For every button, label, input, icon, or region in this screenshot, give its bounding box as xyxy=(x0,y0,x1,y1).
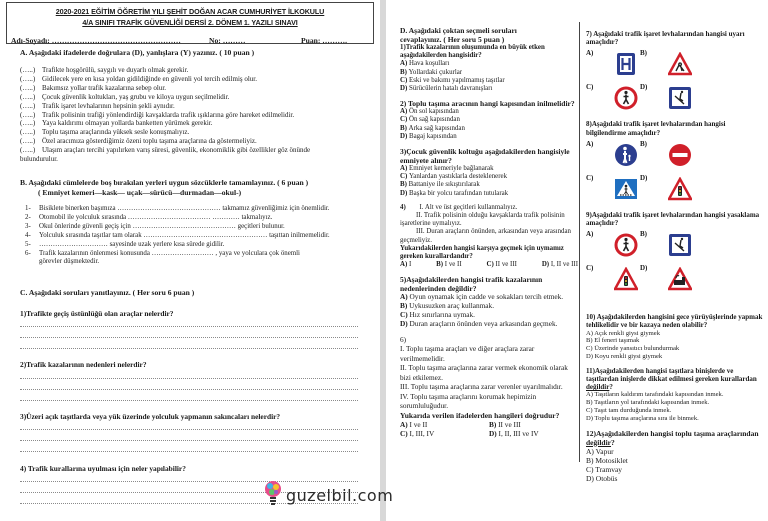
open-question-2: 2)Trafik kazalarının nedenleri nelerdir? xyxy=(20,360,147,369)
option-text: Açık renkli giysi giymek xyxy=(594,329,660,337)
option-letter: B) xyxy=(586,455,596,465)
option-letter: C) xyxy=(400,76,409,84)
fill-in-item xyxy=(25,214,365,223)
sign-option-label[interactable]: A) xyxy=(586,139,594,148)
open-question-3: 3)Üzeri açık taşıtlarda veya yük üzerinde yolculuk yapmanın sakıncaları nelerdir? xyxy=(20,412,281,421)
option-letter: A) xyxy=(400,292,410,302)
hospital-sign-icon[interactable] xyxy=(614,52,638,76)
pedestrian-path-sign-icon[interactable] xyxy=(614,143,638,167)
option-letter: A) xyxy=(586,391,595,399)
answer-option[interactable] xyxy=(400,116,578,124)
open-question-4: 4) Trafik kurallarına uyulması için neler yapılabilir? xyxy=(20,464,186,473)
option-text: II ve III xyxy=(495,261,517,269)
answer-option[interactable] xyxy=(586,345,764,353)
section-d-title-1: D. Aşağıdaki çoktan seçmeli soruları xyxy=(400,26,517,35)
item-number: 4- xyxy=(25,231,31,239)
sign-questions-column xyxy=(586,30,764,483)
school-title: 2020-2021 EĞİTİM ÖĞRETİM YILI ŞEHİT DOĞAN ACAR CUMHURİYET İLKOKULU xyxy=(55,7,325,16)
item-text: Bisiklete binerken başımıza ……………………………………… takmamız güvenliğimiz için önemlidir. xyxy=(39,205,330,212)
name-field[interactable]: Adı-Soyadı: …………………………………………… xyxy=(11,36,181,45)
traffic-light-warning-sign-icon[interactable] xyxy=(614,267,638,291)
q6-statement: I. Toplu taşıma araçları ve diğer araçlara zarar verilmemelidir. xyxy=(400,344,535,363)
answer-option[interactable] xyxy=(400,190,578,198)
answer-option[interactable] xyxy=(586,391,764,399)
q4-statement-3: III. Duran araçların önünden, arkasından veya arasından geçmeliyiz. xyxy=(400,228,571,244)
option-text: Taşıt tam durduğunda inmek. xyxy=(594,407,672,415)
option-text: Motosiklet xyxy=(595,455,628,465)
option-letter: A) xyxy=(400,108,409,116)
mc-question-11-options xyxy=(586,391,764,422)
option-text: El feneri taşımak xyxy=(594,337,640,345)
answer-option[interactable] xyxy=(586,399,764,407)
true-false-item xyxy=(20,137,365,146)
item-number: 3- xyxy=(25,222,31,230)
q11-end: ? xyxy=(609,383,613,392)
pedestrian-crossing-sign-icon[interactable] xyxy=(614,177,638,201)
option-text: II ve III xyxy=(498,419,521,429)
option-text: Başka bir yolcu tarafından tutularak xyxy=(409,189,509,197)
fill-in-item xyxy=(25,223,365,232)
section-c-title: C. Aşağıdaki soruları yanıtlayınız. ( Her soru 6 puan ) xyxy=(20,288,195,297)
answer-option[interactable] xyxy=(400,429,489,439)
answer-option[interactable] xyxy=(400,165,578,173)
statement-continuation: bulundurulur. xyxy=(20,155,58,164)
mc-question-2: 2) Toplu taşıma aracının hangi kapısından inilmelidir? xyxy=(400,99,575,109)
sign-option-label[interactable]: B) xyxy=(640,49,647,58)
ski-area-sign-icon[interactable] xyxy=(668,86,692,110)
no-entry-sign-icon[interactable] xyxy=(668,143,692,167)
fill-in-item xyxy=(25,250,365,259)
option-letter: C) xyxy=(400,429,410,439)
statement-text: Çocuk güvenlik koltukları, yaş grubu ve kiloya uygun seçilmelidir. xyxy=(42,92,230,101)
option-text: Ön sağ kapısından xyxy=(409,116,460,124)
option-text: I ve II xyxy=(444,261,462,269)
answer-lines-1[interactable] xyxy=(20,316,358,349)
exam-page-left xyxy=(0,0,380,521)
answer-lines-3[interactable] xyxy=(20,419,358,452)
mc-question-1-options xyxy=(400,60,578,93)
q6-statement: IV. Toplu taşıma araçlarını korumak hepimizin sorumluluğudur. xyxy=(400,391,537,411)
ski-area-sign-icon[interactable] xyxy=(668,233,692,257)
mc-question-10: 10) Aşağıdakilerden hangisini gece yürüyüşlerinde yapmak tehlikelidir ve bir kazaya neden olabilir? xyxy=(586,313,763,330)
traffic-light-warning-sign-icon[interactable] xyxy=(668,177,692,201)
option-letter: D) xyxy=(400,318,410,328)
answer-option[interactable] xyxy=(436,261,461,269)
option-letter: C) xyxy=(586,345,595,353)
mc-question-2-options xyxy=(400,108,578,141)
answer-option[interactable] xyxy=(487,261,517,269)
mc-question-11 xyxy=(586,367,764,392)
answer-blank[interactable]: (…..) xyxy=(20,146,36,155)
mc-question-6 xyxy=(400,335,578,439)
answer-option[interactable] xyxy=(586,415,764,423)
option-text: Taşıtların yol tarafındaki kapısından inmek. xyxy=(594,399,710,407)
option-text: Taşıtların kaldırım tarafındaki kapısından inmek. xyxy=(594,391,724,399)
mc-question-10-options xyxy=(586,330,764,361)
no-pedestrians-sign-icon[interactable] xyxy=(614,233,638,257)
mc-question-1: 1)Trafik kazalarının oluşumunda en büyük etken aşağıdakilerden hangisidir? xyxy=(400,44,545,60)
answer-option[interactable] xyxy=(586,337,764,345)
open-question-1: 1)Trafikte geçiş üstünlüğü olan araçlar nelerdir? xyxy=(20,309,174,318)
sign-option-label[interactable]: D) xyxy=(640,264,648,273)
option-text: I, III, IV xyxy=(409,429,435,439)
q4-number: 4) xyxy=(400,203,406,211)
option-letter: D) xyxy=(586,353,595,361)
option-letter: D) xyxy=(586,473,596,483)
true-false-item xyxy=(20,146,365,155)
true-false-item xyxy=(20,66,365,75)
answer-blank[interactable]: (…..) xyxy=(20,110,36,119)
sign-option-label[interactable]: C) xyxy=(586,264,594,273)
sign-option-label[interactable]: B) xyxy=(640,230,647,239)
answer-lines-2[interactable] xyxy=(20,368,358,401)
option-text: Üzerinde yansıtıcı bulundurmak xyxy=(594,345,680,353)
option-text: I ve II xyxy=(409,419,428,429)
statement-text: Yaya kaldırımı olmayan yollarda banketten yürümek gerekir. xyxy=(42,119,213,128)
q12-negation: değildir xyxy=(586,437,612,447)
option-text: Arka sağ kapısından xyxy=(408,124,465,132)
roadworks-warning-sign-icon[interactable] xyxy=(668,52,692,76)
item-number: 1- xyxy=(25,205,31,212)
mc-question-12 xyxy=(586,429,764,447)
watermark-logo xyxy=(264,478,394,518)
q8-sign-options xyxy=(586,139,764,205)
score-field[interactable]: Puan: ………. xyxy=(301,36,347,45)
answer-option[interactable] xyxy=(586,407,764,415)
item-text: Okul önlerinde güvenli geçiş için ……………………………………… geçitleri bulunur. xyxy=(39,222,285,230)
answer-option[interactable] xyxy=(489,420,578,430)
option-letter: B) xyxy=(400,124,409,132)
option-letter: C) xyxy=(586,464,596,474)
option-letter: A) xyxy=(586,446,596,456)
mc-question-3-options xyxy=(400,165,578,198)
statement-text: Bakımsız yollar trafik kazalarına sebep olur. xyxy=(42,83,167,92)
q6-statement: III. Toplu taşıma araçlarına zarar verenler uyarılmalıdır. xyxy=(400,382,563,392)
option-letter: C) xyxy=(586,407,595,415)
option-letter: D) xyxy=(400,189,409,197)
answer-option[interactable] xyxy=(400,125,578,133)
option-letter: C) xyxy=(400,310,410,320)
sign-option-label[interactable]: B) xyxy=(640,139,647,148)
option-letter: A) xyxy=(400,261,409,269)
lightbulb-icon xyxy=(264,480,282,506)
option-text: Otobüs xyxy=(595,473,618,483)
option-text: Eski ve bakımı yapılmamış taşıtlar xyxy=(409,76,505,84)
option-letter: D) xyxy=(400,85,409,93)
item-number: 6- xyxy=(25,249,31,257)
statement-text: Özel aracımıza gösterdiğimiz özeni toplu taşıma araçlarına da göstermeliyiz. xyxy=(42,137,257,146)
mc-question-12-options xyxy=(586,447,764,483)
option-text: Hava koşulları xyxy=(409,60,450,68)
statement-text: Trafikte hoşgörülü, saygılı ve duyarlı olmak gerekir. xyxy=(42,66,189,74)
option-letter: A) xyxy=(400,165,409,173)
item-continuation: görevler düşmektedir. xyxy=(39,258,100,266)
section-b-title: B. Aşağıdaki cümlelerde boş bırakılan yerleri uygun sözcüklerle tamamlayınız. ( 6 puan ) xyxy=(20,178,309,187)
true-false-item xyxy=(20,119,365,128)
q12-end: ? xyxy=(611,437,615,447)
true-false-item xyxy=(20,102,365,111)
answer-option[interactable] xyxy=(586,447,764,456)
option-letter: D) xyxy=(541,261,551,269)
option-text: Bagaj kapısından xyxy=(409,132,457,140)
answer-option[interactable] xyxy=(586,353,764,361)
q6-statements xyxy=(400,344,578,411)
option-text: Yanlardan yastıklarla desteklenerek xyxy=(409,173,508,181)
option-text: Ön sol kapısından xyxy=(409,108,459,116)
option-letter: C) xyxy=(400,116,409,124)
answer-blank[interactable]: (…..) xyxy=(20,137,36,146)
number-field[interactable]: No: ……… xyxy=(209,36,246,45)
answer-blank[interactable]: (…..) xyxy=(20,128,36,137)
watermark-text: guzelbil.com xyxy=(286,486,394,505)
mc-question-5: 5)Aşağıdakilerden hangisi trafik kazalarının nedenlerinden değildir? xyxy=(400,275,543,294)
mc-question-4 xyxy=(400,204,578,270)
item-text: ………………………… sayesinde uzak yerlere kısa sürede gidilir. xyxy=(39,240,225,248)
train-crossing-warning-sign-icon[interactable] xyxy=(668,267,692,291)
answer-option[interactable] xyxy=(586,330,764,338)
q6-statement: II. Toplu taşıma araçlarına zarar vermek ekonomik olarak bizi etkilemez. xyxy=(400,363,568,382)
fill-in-item xyxy=(25,232,365,241)
option-text: I, II, III ve IV xyxy=(498,429,539,439)
mc-question-7: 7) Aşağıdaki trafik işaret levhalarından hangisi uyarı amaçlıdır? xyxy=(586,30,745,47)
statement-text: Trafik polisinin trafiği yönlendirdiği kavşaklarda trafik ışıklarına göre hareket edilmelidir. xyxy=(42,110,295,119)
answer-blank[interactable]: (…..) xyxy=(20,74,36,83)
option-letter: B) xyxy=(586,399,595,407)
option-letter: C) xyxy=(486,261,496,269)
option-text: Yollardaki çukurlar xyxy=(408,68,463,76)
true-false-item xyxy=(20,84,365,93)
option-text: Battaniye ile sıkıştırılarak xyxy=(408,181,480,189)
option-text: Emniyet kemeriyle bağlanarak xyxy=(409,165,494,173)
option-letter: C) xyxy=(400,173,409,181)
option-letter: B) xyxy=(489,419,499,429)
option-letter: D) xyxy=(400,132,409,140)
mc-question-9: 9)Aşağıdaki trafik işaret levhalarından hangisi yasaklama amaçlıdır? xyxy=(586,210,760,228)
sign-option-label[interactable]: C) xyxy=(586,173,594,182)
answer-option[interactable] xyxy=(400,320,578,329)
option-text: Toplu taşıma araçlarına sıra ile binmek. xyxy=(594,414,699,422)
q4-statement-2: II. Trafik polisinin olduğu kavşaklarda trafik polisinin işaretlerine uymalıyız. xyxy=(400,212,565,228)
statement-text: Toplu taşıma araçlarında yüksek sesle konuşmalıyız. xyxy=(42,128,190,137)
option-letter: A) xyxy=(400,419,410,429)
answer-blank[interactable]: (…..) xyxy=(20,92,36,101)
exam-title: 4/A SINIFI TRAFİK GÜVENLİĞİ DERSİ 2. DÖNEM 1. YAZILI SINAVI xyxy=(82,18,298,27)
option-text: Duran araçların önünden veya arkasından geçmek. xyxy=(409,318,558,328)
answer-option[interactable] xyxy=(400,133,578,141)
option-text: Sürücülerin hatalı davranışları xyxy=(409,85,493,93)
statement-text: Gidilecek yere en kısa yoldan gidildiğinde en güvenli yol tercih edilmiş olur. xyxy=(42,74,258,83)
sign-option-label[interactable]: A) xyxy=(586,49,594,58)
option-letter: A) xyxy=(586,329,595,337)
exam-header xyxy=(6,2,374,44)
option-text: Uykusuzken araç kullanmak. xyxy=(409,301,495,311)
column-divider xyxy=(579,22,580,462)
answer-option[interactable] xyxy=(400,420,489,430)
section-a-title: A. Aşağıdaki ifadelerde doğrulara (D), yanlışlara (Y) yazınız. ( 10 puan ) xyxy=(20,48,255,57)
answer-option[interactable] xyxy=(400,108,578,116)
answer-blank[interactable]: (…..) xyxy=(20,101,36,110)
true-false-item xyxy=(20,111,365,120)
answer-option[interactable] xyxy=(400,261,411,269)
multiple-choice-column xyxy=(400,26,578,439)
answer-option[interactable] xyxy=(400,173,578,181)
q4-question: Yukarıdakilerden hangisi karşıya geçmek için uymamız gereken kurallardandır? xyxy=(400,244,564,261)
option-letter: B) xyxy=(436,261,445,269)
q11-negation: değildir xyxy=(586,383,610,392)
option-letter: D) xyxy=(489,429,499,439)
q11-text: 11)Aşağıdakilerden hangisi taşıtlara binişlerde ve taşıtlardan inişlerde dikkat edilmesi gereken kurallardan xyxy=(586,366,757,384)
answer-option[interactable] xyxy=(400,77,578,85)
q6-question: Yukarıda verilen ifadelerden hangileri doğrudur? xyxy=(400,410,560,420)
option-text: I, II ve III xyxy=(550,261,578,269)
item-text: Trafik kazalarının önlenmesi konusunda ……………………… , yaya ve yolculara çok önemli xyxy=(39,249,300,257)
answer-option[interactable] xyxy=(586,456,764,465)
item-text: Yolculuk sırasında taşıtlar tam olarak ……………………………………………… taşıttan inilmemelidir. xyxy=(39,231,330,239)
answer-option[interactable] xyxy=(400,60,578,68)
option-text: Tramvay xyxy=(595,464,623,474)
q6-number: 6) xyxy=(400,334,407,344)
answer-option[interactable] xyxy=(400,181,578,189)
true-false-item xyxy=(20,128,365,137)
option-letter: D) xyxy=(586,414,595,422)
answer-option[interactable] xyxy=(489,429,578,439)
option-text: Hız sınırlarına uymak. xyxy=(409,310,475,320)
answer-blank[interactable]: (…..) xyxy=(20,119,36,128)
word-bank: ( Emniyet kemeri—kask— uçak—sürücü—durmadan—okul-) xyxy=(38,188,242,197)
fill-in-item xyxy=(25,205,365,214)
option-text: Oyun oynamak için cadde ve sokakları tercih etmek. xyxy=(409,292,564,302)
mc-question-4-options xyxy=(400,261,578,269)
mc-question-6-options xyxy=(400,420,578,439)
q7-sign-options xyxy=(586,48,764,114)
option-letter: B) xyxy=(400,301,410,311)
answer-option[interactable] xyxy=(542,261,578,269)
option-text: I xyxy=(409,261,412,269)
sign-option-label[interactable]: C) xyxy=(586,83,594,92)
sign-option-label[interactable]: D) xyxy=(640,83,648,92)
answer-blank[interactable]: (…..) xyxy=(20,66,36,74)
answer-option[interactable] xyxy=(400,85,578,93)
fill-in-blanks-list xyxy=(25,205,365,267)
answer-option[interactable] xyxy=(400,69,578,77)
option-text: Vapur xyxy=(595,446,614,456)
option-letter: B) xyxy=(400,181,409,189)
answer-blank[interactable]: (…..) xyxy=(20,83,36,92)
sign-option-label[interactable]: D) xyxy=(640,173,648,182)
mc-question-3: 3)Çocuk güvenlik koltuğu aşağıdakilerden hangisiyle emniyete alınır? xyxy=(400,147,570,166)
no-pedestrians-sign-icon[interactable] xyxy=(614,86,638,110)
item-number: 5- xyxy=(25,240,31,248)
true-false-item xyxy=(20,75,365,84)
mc-question-8: 8)Aşağıdaki trafik işaret levhalarından hangisi bilgilendirme amaçlıdır? xyxy=(586,120,726,137)
fill-in-item xyxy=(25,241,365,250)
section-d-title-2: cevaplayınız. ( Her soru 5 puan ) xyxy=(400,35,505,44)
statement-text: Ulaşım araçları tercihi yapılırken varış süresi, güvenlik, ekonomiklik gibi özellikler göz önünde xyxy=(42,146,311,155)
true-false-item xyxy=(20,93,365,102)
item-text: Otomobil ile yolculuk sırasında ……………………………… ………… takmalıyız. xyxy=(39,213,273,221)
q4-statement-1: I. Alt ve üst geçitleri kullanmalıyız. xyxy=(419,203,518,211)
q12-text: 12)Aşağıdakilerden hangisi toplu taşıma araçlarından xyxy=(586,428,759,438)
true-false-list xyxy=(20,66,365,164)
option-letter: B) xyxy=(586,337,595,345)
statement-text: Trafik işaret levhalarının hepsinin şekli aynıdır. xyxy=(42,101,175,110)
option-text: Koyu renkli giysi giymek xyxy=(594,353,663,361)
exam-page-right xyxy=(386,0,768,521)
item-number: 2- xyxy=(25,213,31,221)
mc-question-5-options xyxy=(400,293,578,328)
option-letter: A) xyxy=(400,60,409,68)
answer-option[interactable] xyxy=(586,474,764,483)
sign-option-label[interactable]: A) xyxy=(586,230,594,239)
q9-sign-options xyxy=(586,229,764,295)
option-letter: B) xyxy=(400,68,409,76)
answer-option[interactable] xyxy=(586,465,764,474)
